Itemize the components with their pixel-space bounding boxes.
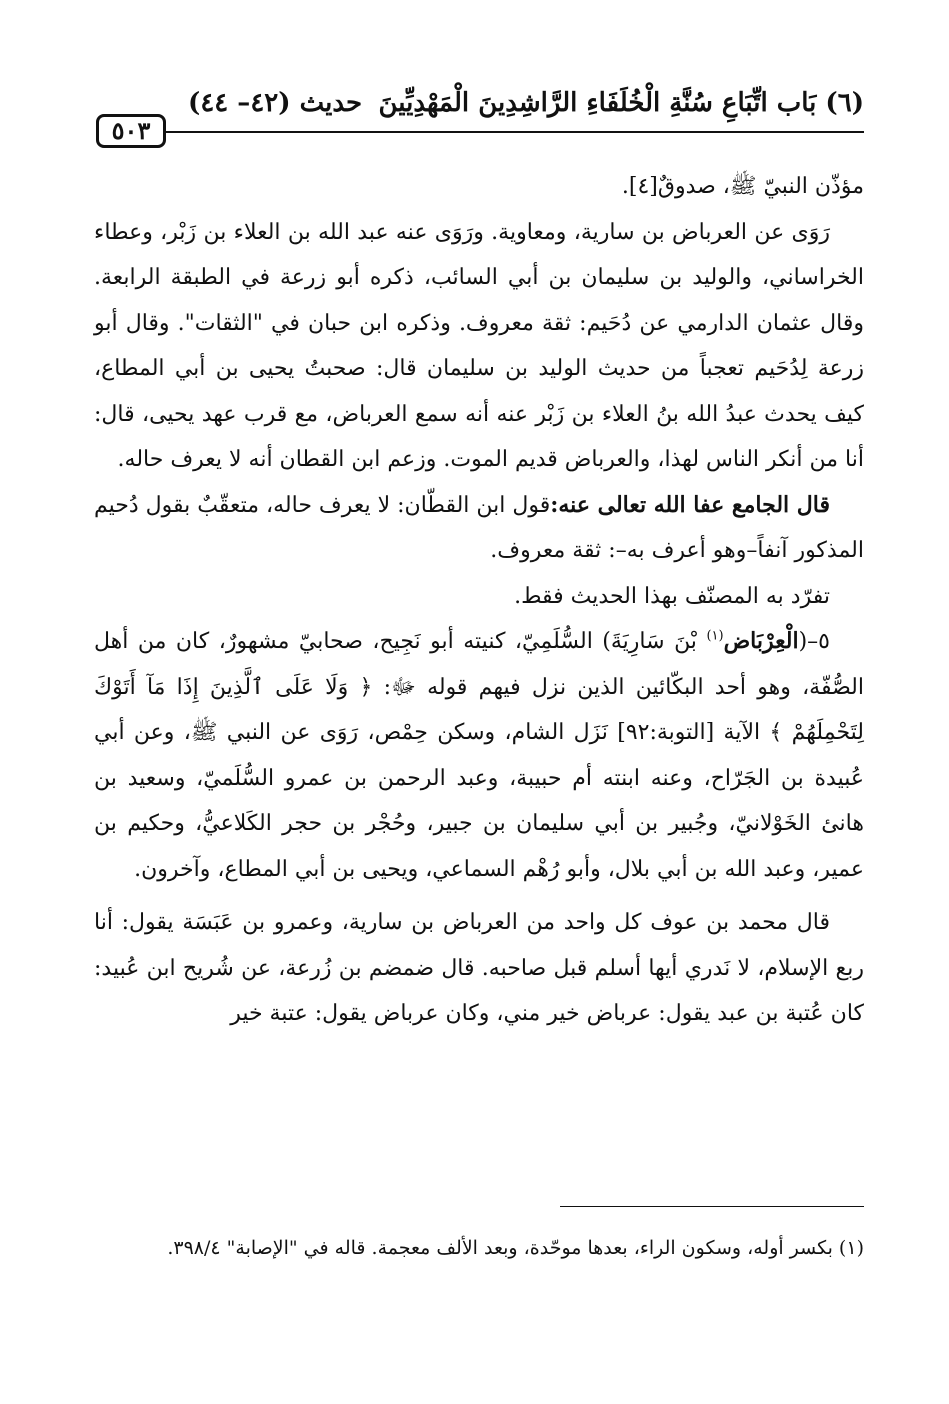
compiler-note-text: قول ابن القطّان: لا يعرف حاله، متعقّبٌ بقول دُحيم المذكور آنفاً–وهو أعرف به–: ثقة معروف.: [94, 492, 864, 563]
header-rule: [166, 131, 864, 133]
paragraph-1: مؤذّن النبيّ ﷺ، صدوقٌ[٤].: [621, 174, 864, 199]
page-header: [96, 82, 864, 152]
footnote-rule: [560, 1206, 864, 1207]
paragraph-5: [94, 619, 864, 892]
paragraph-4: تفرّد به المصنّف بهذا الحديث فقط.: [514, 583, 830, 609]
entry-number: ٥–(: [798, 629, 830, 654]
footnote-ref: (١): [706, 628, 724, 644]
footnote: (١) بكسر أوله، وسكون الراء، بعدها موحّدة، وبعد الألف معجمة. قاله في "الإصابة" ٣٩٨/٤.: [167, 1237, 864, 1259]
paragraph-3: [94, 483, 864, 574]
hadith-range: حديث (٤٢– ٤٤): [188, 88, 363, 118]
narrator-name: الْعِرْبَاض: [723, 628, 799, 654]
page-number: ٥٠٣: [96, 114, 166, 148]
compiler-note-label: قال الجامع عفا الله تعالى عنه:: [550, 491, 831, 518]
paragraph-2: رَوَى عن العرباض بن سارية، ومعاوية. ورَوَى عنه عبد الله بن العلاء بن زَبْر، وعطاء الخراساني، والوليد بن سليمان بن أبي السائب، ذكره أبو زرعة في الطبقة الرابعة. وقال عثمان الدارمي عن دُحَيم: ثقة معروف. وذكره ابن حبان في "الثقات". وقال أبو زرعة لِدُحَيم تعجباً من حديث الوليد بن سليمان قال: صحبتُ يحيى بن أبي المطاع، كيف يحدث عبدُ الله بنُ العلاء بن زَبْر عنه أنه سمع العرباض، مع قرب عهد يحيى، قال: أنا من أنكر الناس لهذا، والعرباض قديم الموت. وزعم ابن القطان أنه لا يعرف حاله.: [94, 219, 864, 472]
main-text: [94, 164, 864, 1037]
narrator-bio: بْنَ سَارِيَةَ) السُّلَمِيّ، كنيته أبو نَجِيح، صحابيّ مشهورٌ، كان من أهل الصُّفّة، وهو أحد البكّائين الذين نزل فيهم قوله ﷻ: ﴿ وَلَا عَلَى ٱلَّذِينَ إِذَا مَآ أَتَوْكَ لِتَحْمِلَهُمْ ﴾ الآية [التوبة:٩٢] نَزَل الشام، وسكن حِمْص، رَوَى عن النبي ﷺ، وعن أبي عُبيدة بن الجَرّاح، وعنه ابنته أم حبيبة، وعبد الرحمن بن عمرو السُّلَميّ، وسعيد بن هانئ الخَوْلانيّ، وجُبير بن أبي سليمان بن جبير، وحُجْر بن حجر الكَلاعيُّ، وحكيم بن عمير، وعبد الله بن أبي بلال، وأبو رُهْم السماعي، ويحيى بن أبي المطاع، وآخرون.: [94, 629, 864, 882]
paragraph-6: قال محمد بن عوف كل واحد من العرباض بن سارية، وعمرو بن عَبَسَة يقول: أنا ربع الإسلام، لا نَدري أيها أسلم قبل صاحبه. قال ضمضم بن زُرعة، عن شُريح ابن عُبيد: كان عُتبة بن عبد يقول: عرباض خير مني، وكان عرباض يقول: عتبة خير: [94, 910, 864, 1026]
chapter-title: (٦) بَاب اتِّبَاعِ سُنَّةِ الْخُلَفَاءِ الرَّاشِدِينَ الْمَهْدِيِّينَ: [378, 88, 864, 118]
